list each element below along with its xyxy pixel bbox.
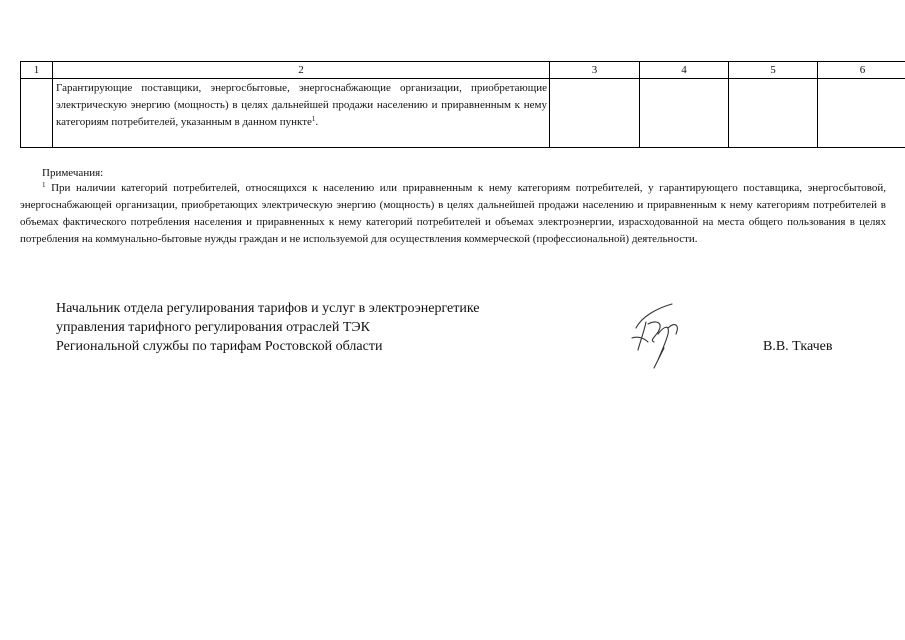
- tariff-table: [20, 61, 905, 148]
- column-number-1: 1: [21, 62, 53, 79]
- signatory-line-3: Региональной службы по тарифам Ростовской области: [56, 339, 383, 354]
- footnote-reference: 1: [311, 115, 316, 123]
- footnote-text: [20, 180, 886, 248]
- row-cell-4: [640, 79, 729, 148]
- row-cell-6: [818, 79, 905, 148]
- row-description-end: .: [315, 116, 319, 128]
- signatory-position: [56, 299, 480, 356]
- row-cell-1: [21, 79, 53, 148]
- column-number-5: 5: [729, 62, 818, 79]
- table-header-row: [21, 62, 905, 79]
- signatory-name: В.В. Ткачев: [763, 339, 833, 354]
- notes-title: Примечания:: [42, 167, 104, 179]
- signatory-line-1: Начальник отдела регулирования тарифов и услуг в электроэнергетике: [56, 301, 480, 316]
- column-number-6: 6: [818, 62, 905, 79]
- footnote-mark: 1: [42, 181, 46, 189]
- table-row: [21, 79, 905, 148]
- footnote-body: При наличии категорий потребителей, относящихся к населению или приравненным к нему категориям потребителей, у гарантирующего поставщика, энергосбытовой, энергоснабжающей организации, приобретающих электрическую энергию (мощность) в целях дальнейшей продажи населению и приравненным к нему категориям потребителей в объемах фактического потребления населения и приравненных к нему категорий потребителей и объемах электроэнергии, израсходованной на места общего пользования в целях потребления на коммунально-бытовые нужды граждан и не используемой для осуществления коммерческой (профессиональной) деятельности.: [20, 182, 886, 245]
- row-description-cell: [53, 79, 550, 148]
- signatory-line-2: управления тарифного регулирования отраслей ТЭК: [56, 320, 370, 335]
- row-description-text: Гарантирующие поставщики, энергосбытовые, энергоснабжающие организации, приобретающие электрическую энергию (мощность) в целях дальнейшей продажи населению и приравненным к нему категориям потребителей, указанным в данном пункте: [56, 82, 547, 128]
- handwritten-signature-icon: [628, 298, 688, 370]
- column-number-2: 2: [53, 62, 550, 79]
- column-number-3: 3: [550, 62, 640, 79]
- row-cell-3: [550, 79, 640, 148]
- column-number-4: 4: [640, 62, 729, 79]
- row-cell-5: [729, 79, 818, 148]
- row-description: [53, 79, 549, 131]
